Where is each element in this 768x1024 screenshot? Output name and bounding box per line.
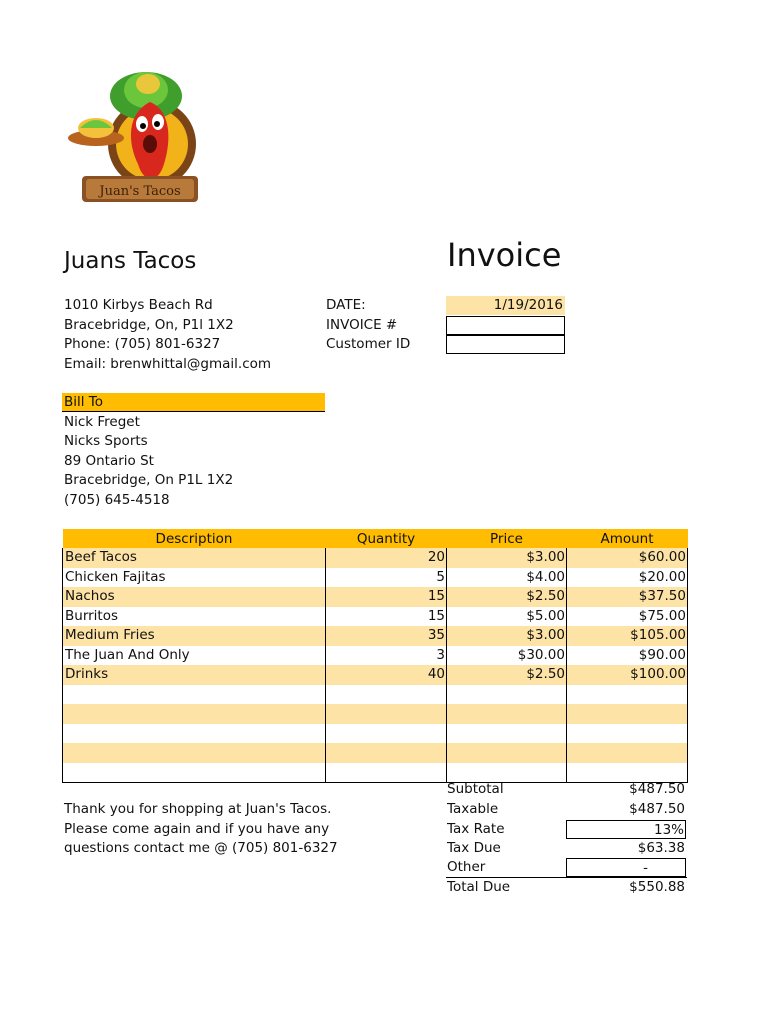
item-amount: $90.00 bbox=[567, 646, 688, 666]
item-description: Nachos bbox=[63, 587, 326, 607]
tax-due-label: Tax Due bbox=[447, 839, 501, 856]
invoice-number-field[interactable] bbox=[446, 316, 565, 335]
header-amount: Amount bbox=[567, 529, 688, 548]
header-description: Description bbox=[63, 529, 326, 548]
customer-id-field[interactable] bbox=[446, 335, 565, 354]
item-description bbox=[63, 704, 326, 724]
thanks-line: Thank you for shopping at Juan's Tacos. bbox=[64, 801, 332, 817]
date-label: DATE: bbox=[326, 297, 366, 313]
customer-id-label: Customer ID bbox=[326, 336, 411, 352]
item-description: Chicken Fajitas bbox=[63, 568, 326, 588]
bill-to-street: 89 Ontario St bbox=[64, 452, 154, 469]
item-amount bbox=[567, 743, 688, 763]
table-row bbox=[63, 626, 688, 646]
item-amount: $100.00 bbox=[567, 665, 688, 685]
bill-to-name: Nick Freget bbox=[64, 413, 140, 430]
subtotal-value: $487.50 bbox=[629, 781, 685, 797]
table-row bbox=[63, 646, 688, 666]
item-price: $5.00 bbox=[447, 607, 567, 627]
tax-rate-label: Tax Rate bbox=[447, 820, 505, 837]
company-phone: Phone: (705) 801-6327 bbox=[64, 336, 221, 352]
item-amount bbox=[567, 704, 688, 724]
company-name: Juans Tacos bbox=[64, 248, 197, 274]
item-description: The Juan And Only bbox=[63, 646, 326, 666]
item-price: $30.00 bbox=[447, 646, 567, 666]
table-row bbox=[63, 685, 688, 705]
company-email: Email: brenwhittal@gmail.com bbox=[64, 355, 272, 372]
total-due-value: $550.88 bbox=[629, 878, 685, 895]
bill-to-company: Nicks Sports bbox=[64, 433, 148, 449]
table-row bbox=[63, 548, 688, 568]
thanks-line: Please come again and if you have any bbox=[64, 820, 330, 837]
invoice-title: Invoice bbox=[447, 236, 562, 274]
thanks-line: questions contact me @ (705) 801-6327 bbox=[64, 839, 338, 856]
items-table bbox=[62, 529, 688, 783]
bill-to-header: Bill To bbox=[62, 393, 325, 412]
item-description bbox=[63, 724, 326, 744]
taxable-value: $487.50 bbox=[629, 801, 685, 817]
item-quantity: 15 bbox=[326, 587, 447, 607]
item-description: Beef Tacos bbox=[63, 548, 326, 568]
item-quantity bbox=[326, 685, 447, 705]
item-quantity: 40 bbox=[326, 665, 447, 685]
item-quantity bbox=[326, 763, 447, 783]
bill-to-phone: (705) 645-4518 bbox=[64, 491, 170, 508]
item-price bbox=[447, 724, 567, 744]
other-label: Other bbox=[447, 859, 486, 875]
taxable-label: Taxable bbox=[447, 801, 499, 817]
table-row bbox=[63, 665, 688, 685]
item-quantity bbox=[326, 724, 447, 744]
item-price: $3.00 bbox=[447, 548, 567, 568]
item-amount: $60.00 bbox=[567, 548, 688, 568]
item-quantity: 15 bbox=[326, 607, 447, 627]
item-price: $2.50 bbox=[447, 587, 567, 607]
item-description bbox=[63, 685, 326, 705]
header-quantity: Quantity bbox=[326, 529, 447, 548]
item-price: $3.00 bbox=[447, 626, 567, 646]
item-amount: $20.00 bbox=[567, 568, 688, 588]
item-description: Medium Fries bbox=[63, 626, 326, 646]
date-field[interactable]: 1/19/2016 bbox=[446, 296, 565, 315]
item-description: Burritos bbox=[63, 607, 326, 627]
juans-tacos-logo bbox=[66, 66, 200, 211]
item-description: Drinks bbox=[63, 665, 326, 685]
item-amount bbox=[567, 685, 688, 705]
tax-rate-field[interactable]: 13% bbox=[566, 820, 686, 839]
item-price bbox=[447, 743, 567, 763]
item-price: $2.50 bbox=[447, 665, 567, 685]
bill-to-city: Bracebridge, On P1L 1X2 bbox=[64, 472, 234, 488]
company-address-line: Bracebridge, On, P1l 1X2 bbox=[64, 316, 234, 333]
item-quantity: 20 bbox=[326, 548, 447, 568]
table-header-row bbox=[63, 529, 688, 548]
item-price bbox=[447, 685, 567, 705]
item-quantity: 5 bbox=[326, 568, 447, 588]
item-quantity bbox=[326, 704, 447, 724]
table-row bbox=[63, 607, 688, 627]
item-amount: $37.50 bbox=[567, 587, 688, 607]
table-row bbox=[63, 704, 688, 724]
total-due-label: Total Due bbox=[447, 878, 511, 895]
company-address-line: 1010 Kirbys Beach Rd bbox=[64, 297, 213, 313]
item-price: $4.00 bbox=[447, 568, 567, 588]
item-description bbox=[63, 763, 326, 783]
logo-text: Juan's Tacos bbox=[99, 184, 181, 199]
item-quantity: 35 bbox=[326, 626, 447, 646]
item-description bbox=[63, 743, 326, 763]
subtotal-label: Subtotal bbox=[447, 781, 504, 797]
other-field[interactable]: - bbox=[566, 858, 686, 877]
item-quantity: 3 bbox=[326, 646, 447, 666]
table-row bbox=[63, 743, 688, 763]
item-amount: $105.00 bbox=[567, 626, 688, 646]
item-amount bbox=[567, 724, 688, 744]
header-price: Price bbox=[447, 529, 567, 548]
tax-due-value: $63.38 bbox=[637, 839, 685, 856]
item-quantity bbox=[326, 743, 447, 763]
item-price bbox=[447, 704, 567, 724]
item-amount: $75.00 bbox=[567, 607, 688, 627]
table-row bbox=[63, 724, 688, 744]
table-row bbox=[63, 568, 688, 588]
invoice-number-label: INVOICE # bbox=[326, 316, 398, 333]
table-row bbox=[63, 587, 688, 607]
